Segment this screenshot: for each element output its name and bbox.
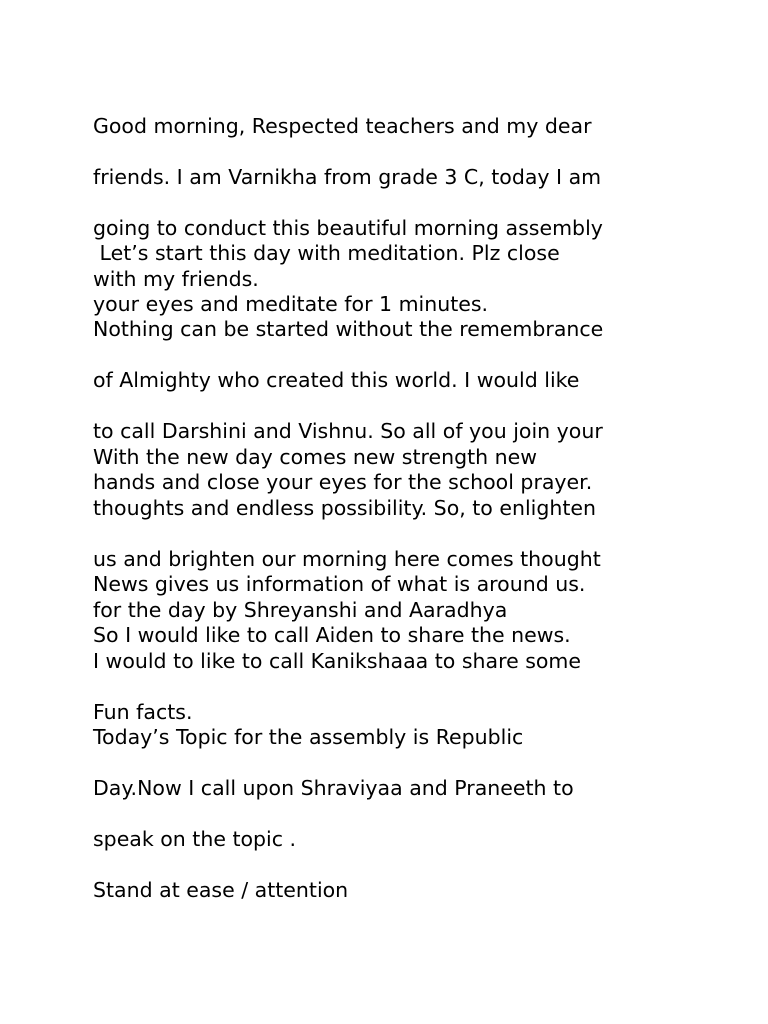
- paragraph-line: Today’s Topic for the assembly is Republic: [93, 724, 524, 749]
- paragraph-line: for the day by Shreyanshi and Aaradhya: [93, 597, 508, 622]
- paragraph-line: Day.Now I call upon Shraviyaa and Praneeth to: [93, 775, 574, 800]
- paragraph-line: us and brighten our morning here comes thought: [93, 546, 601, 571]
- paragraph-line: hands and close your eyes for the school prayer.: [93, 469, 593, 494]
- paragraph-line: Good morning, Respected teachers and my dear: [93, 113, 592, 138]
- paragraph-line: your eyes and meditate for 1 minutes.: [93, 291, 489, 316]
- paragraph-line: Fun facts.: [93, 699, 193, 724]
- paragraph-line: So I would like to call Aiden to share the news.: [93, 622, 571, 647]
- paragraph-line: speak on the topic .: [93, 826, 297, 851]
- paragraph-line: going to conduct this beautiful morning assembly: [93, 215, 603, 240]
- paragraph-line: I would to like to call Kanikshaaa to share some: [93, 648, 582, 673]
- paragraph-line: to call Darshini and Vishnu. So all of you join your: [93, 418, 603, 443]
- paragraph-stand-at-ease: [93, 852, 693, 929]
- paragraph-topic: [93, 699, 693, 878]
- paragraph-line: With the new day comes new strength new: [93, 444, 538, 469]
- paragraph-line: Nothing can be started without the remembrance: [93, 316, 604, 341]
- paragraph-line: friends. I am Varnikha from grade 3 C, today I am: [93, 164, 602, 189]
- paragraph-line: Stand at ease / attention: [93, 877, 349, 902]
- paragraph-line: with my friends.: [93, 266, 259, 291]
- paragraph-line: of Almighty who created this world. I would like: [93, 367, 580, 392]
- paragraph-line: thoughts and endless possibility. So, to enlighten: [93, 495, 597, 520]
- paragraph-line: Let’s start this day with meditation. Plz close: [93, 240, 560, 265]
- paragraph-line: News gives us information of what is around us.: [93, 571, 586, 596]
